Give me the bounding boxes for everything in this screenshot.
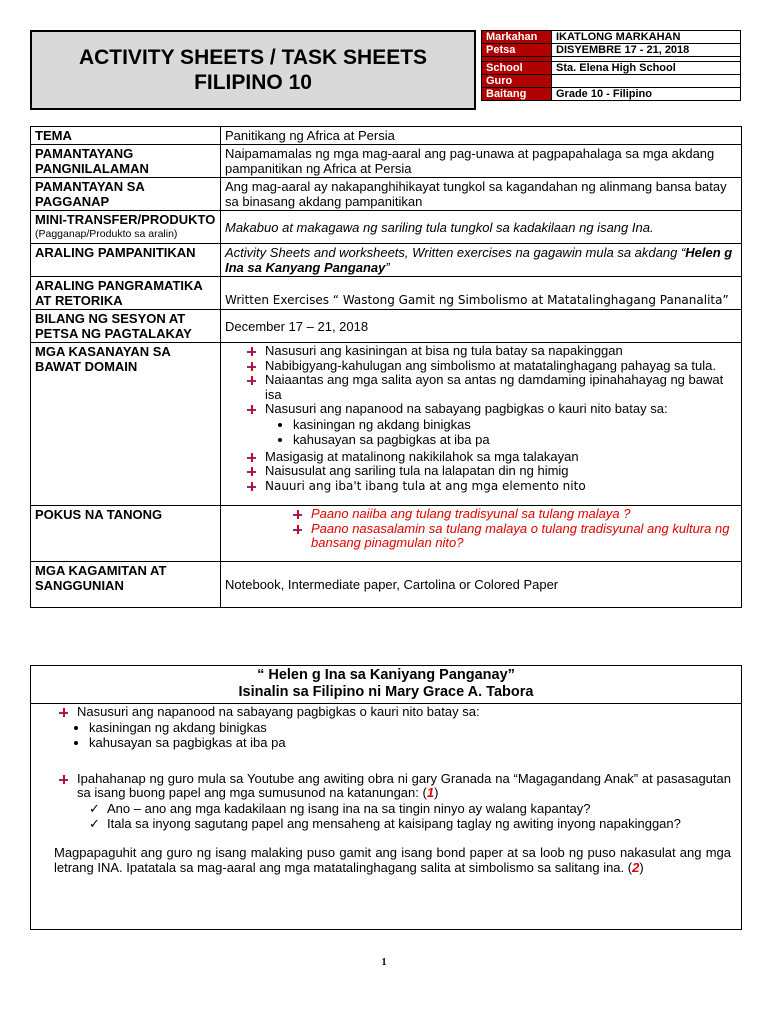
school-value: Sta. Elena High School: [552, 62, 741, 75]
baitang-label: Baitang: [482, 88, 552, 101]
kasanayan-sublist: [225, 417, 737, 447]
school-label: School: [482, 62, 552, 75]
lesson-body: [31, 705, 741, 875]
pagganap-label: PAMANTAYAN SA PAGGANAP: [31, 178, 221, 211]
araling-gramatika-label: ARALING PANGRAMATIKA AT RETORIKA: [31, 277, 221, 310]
mini-transfer-cell: [31, 211, 221, 244]
list-item: • kasiningan ng akdang binigkas: [293, 417, 737, 432]
title-line-2: FILIPINO 10: [194, 71, 312, 94]
title-box: [30, 30, 476, 110]
markahan-label: Markahan: [482, 31, 552, 44]
list-item: Nabibigyang-kahulugan ang simbolismo at matatalinghagang pahayag sa tula.: [245, 359, 737, 374]
page-number: 1: [381, 957, 387, 968]
item2-text: Ipahahanap ng guro mula sa Youtube ang awiting obra ni gary Granada na “Magagandang Anak” at pasasagutan sa isang buong papel ang mga sumusunod na katanungan: (: [77, 770, 731, 800]
list-item: Nauuri ang iba't ibang tula at ang mga elemento nito: [245, 479, 737, 494]
mini-transfer-sub: (Pagganap/Produkto sa aralin): [35, 228, 178, 240]
araling-pamp-text-1: Activity Sheets and worksheets, Written exercises na gagawin mula sa akdang “: [225, 245, 686, 260]
guro-label: Guro: [482, 75, 552, 88]
tema-value: Panitikang ng Africa at Persia: [221, 127, 742, 145]
item3-end: ): [639, 859, 644, 875]
info-table: [481, 30, 741, 101]
araling-pampanitikan-label: ARALING PAMPANITIKAN: [31, 244, 221, 277]
list-item: Naiaantas ang mga salita ayon sa antas ng damdaming ipinahahayag ng bawat isa: [245, 373, 737, 402]
petsa-value: DISYEMBRE 17 - 21, 2018: [552, 44, 741, 57]
lesson-sublist: [41, 720, 731, 750]
kasanayan-list-2: [225, 450, 737, 494]
lesson-paragraph: [41, 845, 731, 875]
kasanayan-label: MGA KASANAYAN SA BAWAT DOMAIN: [31, 343, 221, 506]
list-item: • kasiningan ng akdang binigkas: [89, 720, 731, 735]
lesson-list-2: [41, 772, 731, 801]
list-item: • kahusayan sa pagbigkas at iba pa: [89, 735, 731, 750]
list-item: Masigasig at matalinong nakikilahok sa mga talakayan: [245, 450, 737, 465]
petsa-label: Petsa: [482, 44, 552, 57]
araling-pamp-text-2: ”: [385, 260, 390, 275]
list-item: Nasusuri ang kasiningan at bisa ng tula batay sa napakinggan: [245, 344, 737, 359]
item2-number: 1: [426, 785, 435, 800]
list-item: Naisusulat ang sariling tula na lalapatan din ng himig: [245, 464, 737, 479]
lesson-section: [30, 665, 742, 930]
list-item: ✓ Ano – ano ang mga kadakilaan ng isang ina na sa tingin ninyo ay walang kapantay?: [89, 801, 731, 816]
lesson-title: “ Helen g Ina sa Kaniyang Panganay”: [257, 667, 515, 683]
pokus-label: POKUS NA TANONG: [31, 506, 221, 562]
lesson-list-1: [41, 705, 731, 720]
list-item: Paano nasasalamin sa tulang malaya o tulang tradisyunal ang kultura ng bansang pinagmulan nito?: [291, 522, 737, 551]
guro-value: [552, 75, 741, 88]
pokus-cell: [221, 506, 742, 562]
pamantayang-value: Naipamamalas ng mga mag-aaral ang pag-unawa at pagpapahalaga sa mga akdang pampanitikan ng Africa at Persia: [221, 145, 742, 178]
list-item: Nasusuri ang napanood na sabayang pagbigkas o kauri nito batay sa:: [245, 402, 737, 417]
pokus-list: [225, 507, 737, 551]
markahan-value: IKATLONG MARKAHAN: [552, 31, 741, 44]
mini-transfer-value: Makabuo at makagawa ng sariling tula tungkol sa kadakilaan ng isang Ina.: [221, 211, 742, 244]
list-item: • kahusayan sa pagbigkas at iba pa: [293, 432, 737, 447]
kasanayan-list: [225, 344, 737, 417]
kagamitan-label: MGA KAGAMITAN AT SANGGUNIAN: [31, 561, 221, 607]
bilang-label: BILANG NG SESYON AT PETSA NG PAGTALAKAY: [31, 310, 221, 343]
list-item: ✓ Itala sa inyong sagutang papel ang mensaheng at kaisipang taglay ng awiting inyong napakinggan?: [89, 816, 731, 831]
title-line-1: ACTIVITY SHEETS / TASK SHEETS: [78, 46, 428, 69]
araling-pampanitikan-value: [221, 244, 742, 277]
araling-gramatika-value: Written Exercises “ Wastong Gamit ng Simbolismo at Matatalinghagang Pananalita”: [221, 277, 742, 310]
item2-end: ): [434, 785, 439, 800]
item3-number: 2: [632, 859, 640, 875]
kagamitan-value: Notebook, Intermediate paper, Cartolina or Colored Paper: [221, 561, 742, 607]
pagganap-value: Ang mag-aaral ay nakapanghihikayat tungkol sa kagandahan ng alinmang bansa batay sa binasang akdang pampanitikan: [221, 178, 742, 211]
pamantayang-label: PAMANTAYANG PANGNILALAMAN: [31, 145, 221, 178]
lesson-translator: Isinalin sa Filipino ni Mary Grace A. Tabora: [238, 684, 534, 700]
item3-text: Magpapaguhit ang guro ng isang malaking puso gamit ang isang bond paper at sa loob ng puso nakasulat ang mga letrang INA. Ipatatala sa mag-aaral ang mga matatalinghagang salita at simbolismo sa salitang ina. (: [54, 844, 731, 875]
list-item: Paano naiiba ang tulang tradisyunal sa tulang malaya ?: [291, 507, 737, 522]
bilang-value: December 17 – 21, 2018: [221, 310, 742, 343]
tema-label: TEMA: [31, 127, 221, 145]
main-table: [30, 126, 742, 608]
kasanayan-cell: [221, 343, 742, 506]
lesson-heading: [31, 666, 741, 704]
list-item: [57, 772, 731, 801]
baitang-value: Grade 10 - Filipino: [552, 88, 741, 101]
mini-transfer-label: MINI-TRANSFER/PRODUKTO: [35, 212, 216, 227]
question-list: [41, 801, 731, 831]
araling-pamp-title: Helen g Ina sa Kanyang Panganay: [225, 245, 733, 275]
list-item: Nasusuri ang napanood na sabayang pagbigkas o kauri nito batay sa:: [57, 705, 731, 720]
